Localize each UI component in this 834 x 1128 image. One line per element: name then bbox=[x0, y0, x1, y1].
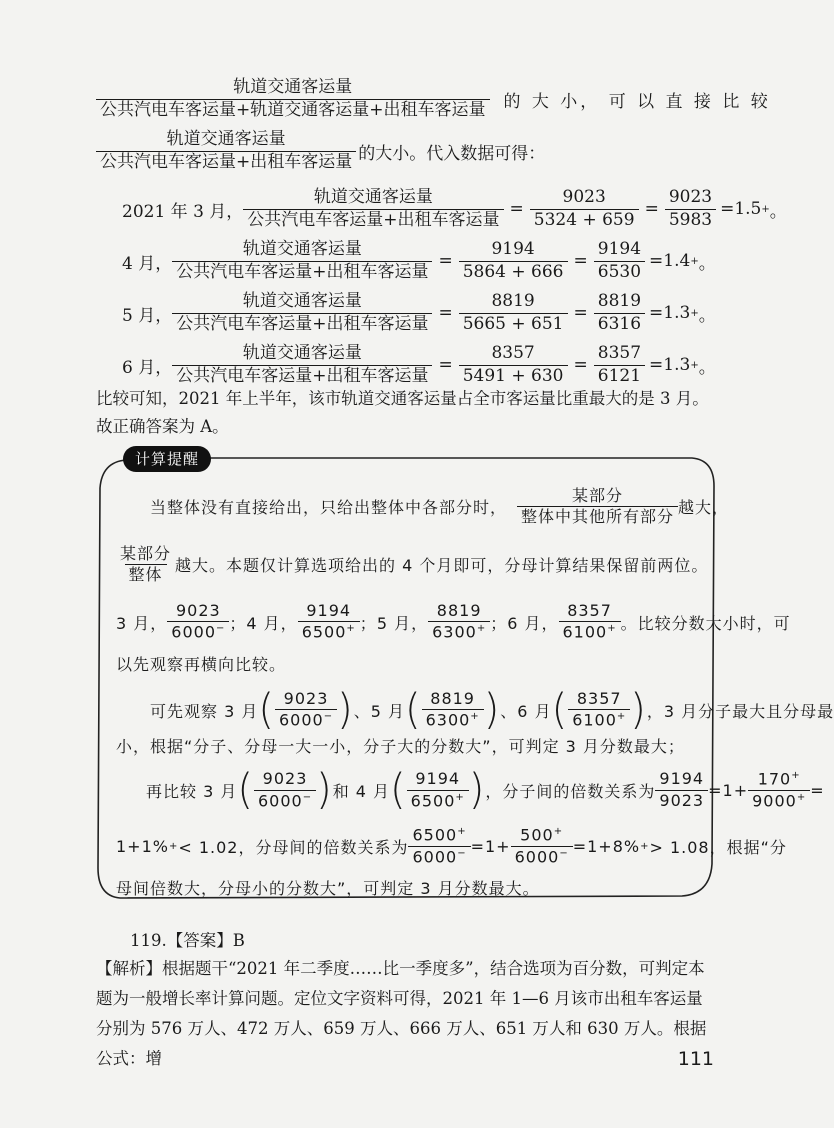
fraction bbox=[517, 487, 678, 527]
fraction-denominator: 6500 bbox=[410, 790, 456, 810]
fraction bbox=[167, 602, 229, 642]
fraction-numerator: 500 bbox=[520, 825, 554, 845]
superscript: + bbox=[690, 255, 699, 267]
fraction-numerator: 某部分 bbox=[572, 486, 624, 505]
fraction-numerator: 8357 bbox=[491, 343, 535, 363]
text: 再比较 3 月 bbox=[146, 781, 238, 801]
fraction bbox=[748, 770, 810, 810]
text: 和 4 月 bbox=[332, 781, 391, 801]
page-number: 111 bbox=[677, 1048, 714, 1070]
fraction-denominator: 整体 bbox=[125, 564, 167, 584]
fraction-denominator: 整体中其他所有部分 bbox=[517, 506, 678, 526]
fraction bbox=[428, 602, 490, 642]
answer-value: B bbox=[232, 931, 245, 950]
separator: ； bbox=[359, 613, 377, 633]
fraction-numerator: 8357 bbox=[597, 343, 642, 363]
equals: = bbox=[438, 251, 453, 272]
fraction-numerator: 9194 bbox=[597, 239, 642, 259]
fraction-numerator: 轨道交通客运量 bbox=[242, 291, 362, 311]
separator: ； bbox=[229, 613, 247, 633]
fraction-denominator: 5491 + 630 bbox=[459, 365, 568, 387]
fraction bbox=[116, 545, 175, 585]
answer-label: 119.【答案】 bbox=[130, 931, 233, 950]
month-label: 3 月， bbox=[116, 613, 168, 633]
fraction bbox=[530, 188, 639, 230]
fraction bbox=[594, 344, 645, 386]
equals-result: =1.3 bbox=[649, 355, 691, 376]
fraction-numerator: 轨道交通客运量 bbox=[166, 129, 286, 149]
fraction-numerator: 9023 bbox=[562, 187, 606, 207]
superscript: + bbox=[616, 711, 627, 723]
paren-fraction: ( $\frac{9023}{6000^-}$ ) bbox=[237, 766, 333, 815]
superscript: + bbox=[457, 826, 467, 837]
fraction-denominator: 5983 bbox=[665, 209, 716, 231]
fraction-denominator: 6300 bbox=[425, 710, 471, 730]
period: 。 bbox=[698, 253, 716, 274]
fraction-denominator: 公共汽电车客运量+出租车客运量 bbox=[172, 365, 432, 387]
fraction-numerator: 8819 bbox=[430, 689, 475, 708]
result-value: 1.3 bbox=[663, 303, 691, 324]
superscript: + bbox=[796, 791, 807, 803]
fraction bbox=[594, 240, 645, 282]
conclusion-line: 比较可知，2021 年上半年，该市轨道交通客运量占全市客运量比重最大的是 3 月。 bbox=[96, 389, 709, 408]
text: > 1.08，根据“分 bbox=[649, 837, 787, 857]
q119-answer bbox=[130, 926, 752, 956]
separator: 。 bbox=[620, 613, 638, 633]
fraction-numerator: 轨道交通客运量 bbox=[242, 343, 362, 363]
fraction-numerator: 8819 bbox=[597, 291, 642, 311]
q119-analysis: 【解析】根据题干“2021 年二季度……比一季度多”，结合选项为百分数，可判定本题为一般增长率计算问题。定位文字资料可得，2021 年 1—6 月该市出租车客运量分别为 576 万人、472 万人、659 万人、666 万人、651 万人和 630 万人。根据公式：增 bbox=[96, 959, 707, 1068]
superscript: + bbox=[690, 307, 699, 319]
fraction-numerator: 9023 bbox=[668, 187, 713, 207]
month-label: 6 月， bbox=[122, 357, 173, 378]
equals-result: =1.4 bbox=[649, 251, 691, 272]
text: 越大。本题仅计算选项给出的 4 个月即可，分母计算结果保留前两位。 bbox=[175, 556, 709, 576]
month-row bbox=[122, 292, 716, 334]
text: =1+8% bbox=[572, 836, 641, 856]
intro-line-2 bbox=[96, 130, 545, 172]
fraction-denominator: 9000 bbox=[752, 791, 797, 811]
period: 。 bbox=[769, 201, 787, 222]
tip-line-9: 母间倍数大，分母小的分数大”，可判定 3 月分数最大。 bbox=[116, 879, 540, 898]
fraction-denominator: 5864 + 666 bbox=[459, 261, 568, 283]
result-value: 1.5 bbox=[734, 199, 762, 220]
superscript: + bbox=[607, 623, 617, 635]
separator: ； bbox=[490, 613, 508, 633]
tip-line-6: 小，根据“分子、分母一大一小，分子大的分数大”，可判定 3 月分数最大； bbox=[116, 737, 685, 756]
paren-fraction: ( $\frac{9023}{6000^-}$ ) bbox=[258, 685, 354, 735]
equals: = bbox=[438, 303, 453, 324]
fraction-numerator: 9194 bbox=[491, 239, 535, 259]
fraction-numerator: 8357 bbox=[567, 601, 612, 620]
fraction bbox=[559, 602, 621, 642]
fraction bbox=[243, 188, 503, 230]
superscript: + bbox=[455, 791, 465, 803]
text: 当整体没有直接给出，只给出整体中各部分时， bbox=[150, 498, 508, 518]
fraction-denominator: 9023 bbox=[655, 790, 708, 810]
fraction bbox=[665, 188, 716, 230]
fraction-denominator: 6530 bbox=[594, 261, 645, 283]
tip-line-1 bbox=[150, 487, 729, 527]
fraction-numerator: 8819 bbox=[436, 601, 482, 620]
text: ，分子间的倍数关系为 bbox=[485, 781, 656, 801]
superscript: + bbox=[690, 359, 699, 371]
text: 的 大 小， 可 以 直 接 比 较 bbox=[503, 91, 771, 112]
fraction bbox=[655, 770, 708, 810]
fraction-denominator: 6000 bbox=[412, 847, 458, 867]
month-label: 5 月， bbox=[122, 305, 173, 326]
month-label: 5 月， bbox=[376, 613, 429, 633]
fraction bbox=[511, 826, 573, 866]
equals-result: =1.3 bbox=[649, 303, 691, 324]
superscript: − bbox=[323, 711, 334, 723]
equals: = bbox=[644, 199, 659, 220]
fraction-numerator: 6500 bbox=[412, 825, 458, 845]
tip-line-8 bbox=[116, 826, 787, 866]
month-row bbox=[122, 188, 787, 230]
paren-fraction: ( $\frac{9194}{6500^+}$ ) bbox=[390, 766, 486, 815]
tip-line-5 bbox=[150, 685, 834, 735]
fraction-numerator: 轨道交通客运量 bbox=[233, 77, 353, 97]
result-value: 1.3 bbox=[663, 355, 691, 376]
text: 1+1% bbox=[116, 836, 169, 856]
fraction bbox=[459, 240, 568, 282]
superscript: − bbox=[302, 791, 313, 803]
intro-line-1 bbox=[96, 78, 771, 120]
fraction-numerator: 轨道交通客运量 bbox=[313, 187, 433, 207]
fraction-denominator: 6300 bbox=[432, 622, 477, 642]
text: =1+ bbox=[470, 836, 511, 856]
superscript: − bbox=[559, 847, 569, 859]
period: 。 bbox=[698, 305, 716, 326]
fraction bbox=[298, 602, 360, 642]
fraction bbox=[459, 292, 568, 334]
fraction-numerator: 170 bbox=[757, 769, 792, 789]
fraction-numerator: 9194 bbox=[659, 769, 705, 789]
fraction-denominator: 5324 + 659 bbox=[530, 209, 639, 231]
fraction-denominator: 公共汽电车客运量+出租车客运量 bbox=[172, 261, 432, 283]
month-label: 4 月， bbox=[122, 253, 173, 274]
fraction bbox=[594, 292, 645, 334]
fraction-numerator: 9023 bbox=[283, 689, 329, 708]
result-value: 1.4 bbox=[663, 251, 691, 272]
fraction-denominator: 6000 bbox=[257, 790, 303, 810]
fraction-denominator: 6000 bbox=[514, 847, 560, 867]
fraction-numerator: 某部分 bbox=[120, 544, 172, 563]
fraction-denominator: 公共汽电车客运量+出租车客运量 bbox=[96, 151, 356, 173]
period: 。 bbox=[698, 357, 716, 378]
tip-line-3 bbox=[116, 602, 791, 642]
text: 的大小。代入数据可得： bbox=[358, 143, 546, 164]
text: = bbox=[810, 780, 825, 800]
superscript: + bbox=[346, 623, 356, 635]
fraction-denominator: 5665 + 651 bbox=[459, 313, 568, 335]
fraction-numerator: 8819 bbox=[491, 291, 535, 311]
text: ，3 月分子最大且分母最 bbox=[646, 701, 834, 721]
superscript: + bbox=[470, 711, 480, 723]
text: 比较分数大小时，可 bbox=[637, 613, 791, 633]
superscript: + bbox=[791, 770, 801, 781]
equals: = bbox=[573, 355, 588, 376]
month-label: 6 月， bbox=[507, 613, 559, 633]
tip-badge: 计算提醒 bbox=[123, 446, 211, 472]
fraction-denominator: 6500 bbox=[301, 622, 347, 642]
equals: = bbox=[438, 355, 453, 376]
fraction bbox=[96, 78, 490, 120]
tip-line-4: 以先观察再横向比较。 bbox=[116, 655, 287, 674]
month-row bbox=[122, 344, 716, 386]
month-label: 2021 年 3 月， bbox=[122, 201, 244, 222]
text: < 1.02，分母间的倍数关系为 bbox=[178, 837, 409, 857]
text: 可先观察 3 月 bbox=[150, 701, 259, 721]
fraction-numerator: 9023 bbox=[175, 601, 221, 620]
month-label: 4 月， bbox=[246, 613, 298, 633]
fraction-numerator: 9194 bbox=[415, 769, 461, 789]
superscript: − bbox=[216, 623, 226, 635]
superscript: − bbox=[457, 847, 467, 859]
fraction-denominator: 公共汽电车客运量+出租车客运量 bbox=[172, 313, 432, 335]
fraction bbox=[172, 344, 432, 386]
fraction-numerator: 轨道交通客运量 bbox=[242, 239, 362, 259]
equals: = bbox=[509, 199, 524, 220]
paren-fraction: ( $\frac{8819}{6300^+}$ ) bbox=[404, 685, 501, 735]
superscript: + bbox=[640, 840, 650, 852]
fraction-denominator: 6121 bbox=[594, 365, 645, 387]
superscript: + bbox=[476, 623, 487, 635]
paren-fraction: ( $\frac{8357}{6100^+}$ ) bbox=[551, 685, 647, 735]
fraction bbox=[96, 130, 356, 172]
fraction-denominator: 6100 bbox=[572, 710, 617, 730]
text: 、5 月 bbox=[353, 701, 405, 721]
fraction bbox=[459, 344, 568, 386]
text: 、6 月 bbox=[500, 701, 552, 721]
fraction-denominator: 公共汽电车客运量+轨道交通客运量+出租车客运量 bbox=[96, 99, 490, 121]
equals: = bbox=[573, 303, 588, 324]
superscript: + bbox=[761, 203, 770, 215]
fraction-denominator: 6316 bbox=[594, 313, 645, 335]
superscript: + bbox=[168, 840, 179, 852]
fraction bbox=[172, 240, 432, 282]
fraction-denominator: 公共汽电车客运量+出租车客运量 bbox=[243, 209, 503, 231]
superscript: + bbox=[553, 826, 564, 837]
fraction bbox=[408, 826, 470, 866]
text: 越大， bbox=[678, 498, 730, 518]
tip-line-7 bbox=[146, 766, 825, 815]
text: =1+ bbox=[708, 780, 749, 800]
month-row bbox=[122, 240, 716, 282]
tip-line-2 bbox=[116, 545, 708, 585]
fraction-numerator: 9023 bbox=[262, 769, 308, 789]
fraction-denominator: 6100 bbox=[562, 622, 608, 642]
equals-result: =1.5 bbox=[720, 199, 762, 220]
fraction bbox=[172, 292, 432, 334]
fraction-numerator: 8357 bbox=[576, 689, 622, 708]
fraction-numerator: 9194 bbox=[306, 601, 352, 620]
equals: = bbox=[573, 251, 588, 272]
answer-line: 故正确答案为 A。 bbox=[96, 417, 229, 436]
fraction-denominator: 6000 bbox=[278, 710, 324, 730]
fraction-denominator: 6000 bbox=[171, 622, 216, 642]
